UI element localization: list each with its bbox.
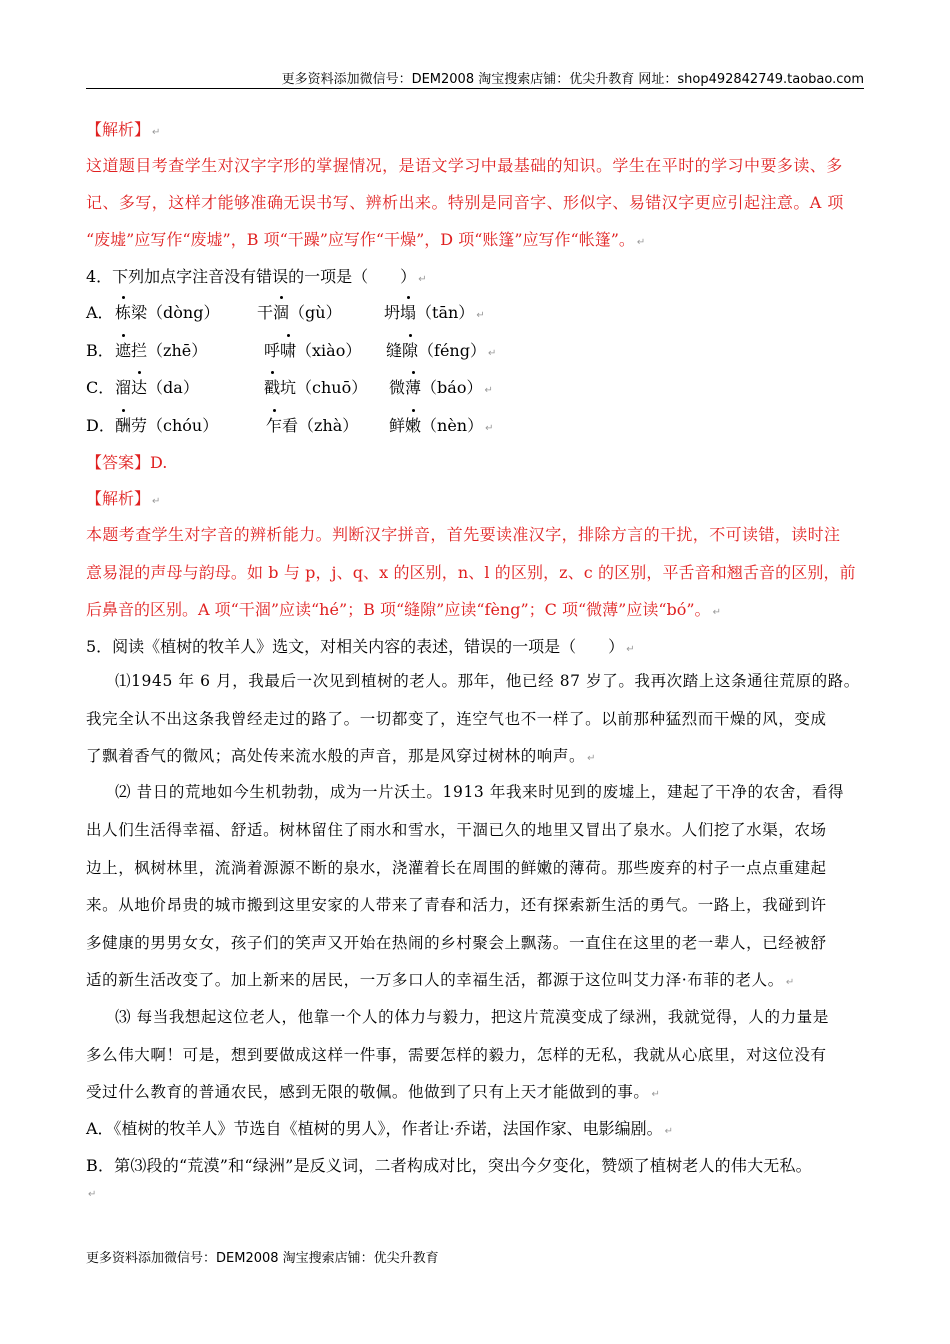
- page-header: 更多资料添加微信号：DEM2008 淘宝搜索店铺：优尖升教育 网址：shop492842749.taobao.com: [281, 72, 864, 87]
- option-a-item-3: 坍塌（tān） ↵: [384, 300, 485, 323]
- analysis-line: 意易混的声母与韵母。如 b 与 p，j、q、x 的区别，n、l 的区别，z、c 的区别，平舌音和翘舌音的区别，前: [86, 563, 856, 582]
- passage-line: ⑴1945 年 6 月，我最后一次见到植树的老人。那年，他已经 87 岁了。我再次踏上这条通往荒原的路。: [115, 672, 860, 690]
- option-c-item-3: 微薄（báo） ↵: [389, 375, 493, 398]
- question-5-stem: 5．阅读《植树的牧羊人》选文，对相关内容的表述，错误的一项是（ ） ↵: [86, 637, 635, 656]
- answer: 【答案】D.: [86, 453, 168, 472]
- passage-line: 我完全认不出这条我曾经走过的路了。一切都变了，连空气也不一样了。以前那种猛烈而干燥的风，变成: [86, 710, 827, 728]
- dotted-char: 隙: [402, 338, 418, 361]
- option-d-item-2: 乍看（zhà）: [266, 413, 358, 436]
- passage-line: 多么伟大啊！可是，想到要做成这样一件事，需要怎样的毅力，怎样的无私，我就从心底里，对这位没有: [86, 1046, 827, 1064]
- analysis-line-text: “废墟”应写作“废墟”，B 项“干躁”应写作“干燥”，D 项“账篷”应写作“帐篷”。: [86, 230, 635, 249]
- option-a-item-2: 干涸（gù）: [257, 300, 342, 323]
- dotted-char: 嫩: [405, 413, 421, 436]
- question-4-stem: 4．下列加点字注音没有错误的一项是（ ） ↵: [86, 267, 427, 286]
- dotted-char: 薄: [405, 375, 421, 398]
- passage-line: 受过什么教育的普通农民，感到无限的敬佩。他做到了只有上天才能做到的事。 ↵: [86, 1083, 661, 1101]
- question-5-stem-text: 5．阅读《植树的牧羊人》选文，对相关内容的表述，错误的一项是（ ）: [86, 637, 625, 656]
- option-c-item-1: 溜达（da）: [115, 375, 199, 398]
- dotted-char: 栋: [115, 300, 131, 323]
- dotted-char: 乍: [266, 413, 282, 436]
- dotted-char: 啸: [280, 338, 296, 361]
- passage-line: 出人们生活得幸福、舒适。树林留住了雨水和雪水，干涸已久的地里又冒出了泉水。人们挖了水渠，农场: [86, 821, 827, 839]
- passage-line: ⑶ 每当我想起这位老人，他靠一个人的体力与毅力，把这片荒漠变成了绿洲，我就觉得，人的力量是: [115, 1008, 829, 1026]
- passage-line: 来。从地价昂贵的城市搬到这里安家的人带来了青春和活力，还有探索新生活的勇气。一路上，我碰到许: [86, 896, 827, 914]
- option-b-item-1: 遮拦（zhē）: [115, 338, 207, 361]
- passage-line: ⑵ 昔日的荒地如今生机勃勃，成为一片沃土。1913 年我来时见到的废墟上，建起了干净的农舍，看得: [115, 783, 845, 801]
- analysis-line: “废墟”应写作“废墟”，B 项“干躁”应写作“干燥”，D 项“账篷”应写作“帐篷”。 ↵: [86, 230, 646, 249]
- option-a-item-1: 栋梁（dòng）: [115, 300, 219, 323]
- option-d-item-3: 鲜嫩（nèn） ↵: [389, 413, 494, 436]
- analysis-line: 后鼻音的区别。A 项“干涸”应读“hé”；B 项“缝隙”应读“fèng”；C 项“微薄”应读“bó”。 ↵: [86, 600, 721, 619]
- question-5-option-a: A．《植树的牧羊人》节选自《植树的男人》，作者让·乔诺，法国作家、电影编剧。 ↵: [86, 1119, 674, 1138]
- page-footer: 更多资料添加微信号：DEM2008 淘宝搜索店铺：优尖升教育: [86, 1251, 439, 1266]
- option-d-letter: D．: [86, 416, 115, 435]
- option-b-item-2: 呼啸（xiào）: [264, 338, 361, 361]
- analysis-line: 本题考查学生对字音的辨析能力。判断汉字拼音，首先要读准汉字，排除方言的干扰，不可读错，读时注: [86, 525, 841, 544]
- passage-line: 了飘着香气的微风；高处传来流水般的声音，那是风穿过树林的响声。 ↵: [86, 747, 597, 765]
- option-b-item-3: 缝隙（féng） ↵: [386, 338, 496, 361]
- question-5-option-b: B．第⑶段的“荒漠”和“绿洲”是反义词，二者构成对比，突出今夕变化，赞颂了植树老人的伟大无私。: [86, 1156, 812, 1175]
- dotted-char: 遮: [115, 338, 131, 361]
- passage-line: 边上，枫树林里，流淌着源源不断的泉水，浇灌着长在周围的鲜嫩的薄荷。那些废弃的村子一点点重建起: [86, 859, 827, 877]
- passage-line: 多健康的男男女女，孩子们的笑声又开始在热闹的乡村聚会上飘荡。一直住在这里的老一辈人，已经被舒: [86, 934, 827, 952]
- option-d-item-1: 酬劳（chóu）: [115, 413, 218, 436]
- analysis-label-text: 【解析】: [86, 489, 151, 508]
- analysis-line-text: 后鼻音的区别。A 项“干涸”应读“hé”；B 项“缝隙”应读“fèng”；C 项“微薄”应读“bó”。: [86, 600, 711, 619]
- option-c-item-2: 戳坑（chuō）: [264, 375, 367, 398]
- header-rule: [86, 88, 864, 89]
- dotted-char: 涸: [273, 300, 289, 323]
- analysis-label: 【解析】 ↵: [86, 489, 161, 508]
- dotted-char: 塌: [400, 300, 416, 323]
- paragraph-mark: ↵: [88, 1189, 97, 1200]
- analysis-line: 这道题目考查学生对汉字字形的掌握情况，是语文学习中最基础的知识。学生在平时的学习中要多读、多: [86, 156, 843, 175]
- dotted-char: 酬: [115, 413, 131, 436]
- dotted-char: 戳: [264, 375, 280, 398]
- option-c-letter: C．: [86, 378, 115, 397]
- dotted-char: 达: [131, 375, 147, 398]
- question-4-stem-text: 4．下列加点字注音没有错误的一项是（ ）: [86, 267, 417, 286]
- option-a-letter: A．: [86, 303, 114, 322]
- analysis-label-text: 【解析】: [86, 120, 151, 139]
- passage-line: 适的新生活改变了。加上新来的居民，一万多口人的幸福生活，都源于这位叫艾力泽·布菲的老人。 ↵: [86, 971, 795, 989]
- analysis-line: 记、多写，这样才能够准确无误书写、辨析出来。特别是同音字、形似字、易错汉字更应引起注意。A 项: [86, 193, 844, 212]
- option-b-letter: B．: [86, 341, 114, 360]
- analysis-label: 【解析】 ↵: [86, 120, 161, 139]
